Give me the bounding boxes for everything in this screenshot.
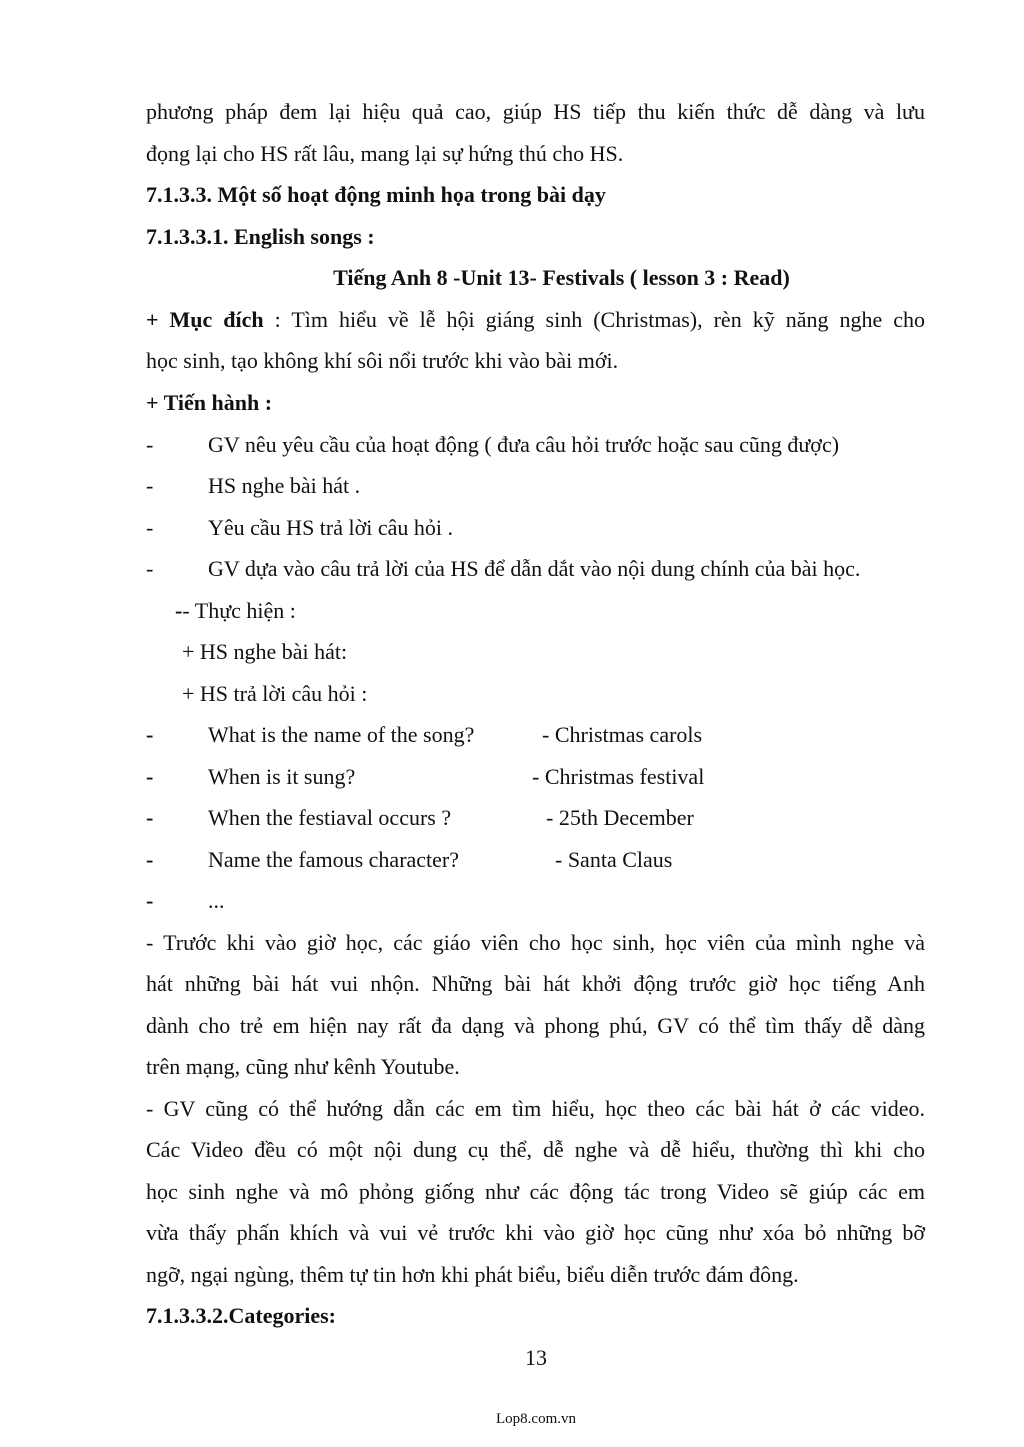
listen-step: + HS nghe bài hát: [182,639,348,664]
list-bullet: - [146,473,154,498]
list-bullet: - [146,515,154,540]
qa-question: When is it sung? [208,764,356,789]
implementation-label: -- Thực hiện : [175,598,296,623]
qa-answer: - Christmas carols [542,722,703,747]
list-bullet: - [146,805,154,830]
procedure-step: GV nêu yêu cầu của hoạt động ( đưa câu hỏi trước hoặc sau cũng được) [208,432,840,457]
procedure-step: GV dựa vào câu trả lời của HS để dẫn dắt vào nội dung chính của bài học. [208,556,861,581]
heading-english-songs: 7.1.3.3.1. English songs : [146,224,375,249]
qa-answer: - Christmas festival [532,764,705,789]
intro-line-1: phương pháp đem lại hiệu quả cao, giúp HS tiếp thu kiến thức dễ dàng và lưu [146,99,925,124]
procedure-label: + Tiến hành : [146,390,273,415]
footer-site: Lop8.com.vn [496,1411,576,1427]
paragraph-line: dành cho trẻ em hiện nay rất đa dạng và phong phú, GV có thể tìm thấy dễ dàng [146,1013,925,1038]
purpose-label: + Mục đích [146,307,264,332]
list-bullet: - [146,722,154,747]
qa-answer: - Santa Claus [555,847,673,872]
paragraph-line: ngỡ, ngại ngùng, thêm tự tin hơn khi phát biểu, biểu diễn trước đám đông. [146,1262,799,1287]
qa-answer: - 25th December [546,805,694,830]
heading-activities: 7.1.3.3. Một số hoạt động minh họa trong bài dạy [146,182,606,207]
purpose-line-2: học sinh, tạo không khí sôi nổi trước khi vào bài mới. [146,348,619,373]
intro-line-2: đọng lại cho HS rất lâu, mang lại sự hứng thú cho HS. [146,141,624,166]
paragraph-line: Các Video đều có một nội dung cụ thể, dễ nghe và dễ hiểu, thường thì khi cho [146,1137,925,1162]
qa-question: Name the famous character? [208,847,460,872]
qa-question: What is the name of the song? [208,722,475,747]
list-bullet: - [146,764,154,789]
answer-step: + HS trả lời câu hỏi : [182,681,368,706]
page-number: 13 [525,1345,547,1370]
paragraph-line: học sinh nghe và mô phỏng giống như các động tác trong Video sẽ giúp các em [146,1179,925,1204]
list-bullet: - [146,847,154,872]
list-bullet: - [146,432,154,457]
procedure-step: Yêu cầu HS trả lời câu hỏi . [208,515,454,540]
paragraph-line: vừa thấy phấn khích và vui vẻ trước khi vào giờ học cũng như xóa bỏ những bỡ [146,1220,925,1245]
list-bullet: - [146,556,154,581]
paragraph-line: - Trước khi vào giờ học, các giáo viên cho học sinh, học viên của mình nghe và [146,930,925,955]
lesson-title: Tiếng Anh 8 -Unit 13- Festivals ( lesson 3 : Read) [333,265,790,290]
paragraph-line: hát những bài hát vui nhộn. Những bài hát khởi động trước giờ học tiếng Anh [146,971,925,996]
qa-question: When the festiaval occurs ? [208,805,452,830]
paragraph-line: - GV cũng có thể hướng dẫn các em tìm hiểu, học theo các bài hát ở các video. [146,1096,925,1121]
purpose-text: : Tìm hiểu về lễ hội giáng sinh (Christmas), rèn kỹ năng nghe cho [263,307,925,332]
procedure-step: HS nghe bài hát . [208,473,361,498]
heading-categories: 7.1.3.3.2.Categories: [146,1303,337,1328]
list-bullet: - [146,888,154,913]
qa-question: ... [208,888,225,913]
paragraph-line: trên mạng, cũng như kênh Youtube. [146,1054,460,1079]
purpose-line-1 [146,305,925,335]
